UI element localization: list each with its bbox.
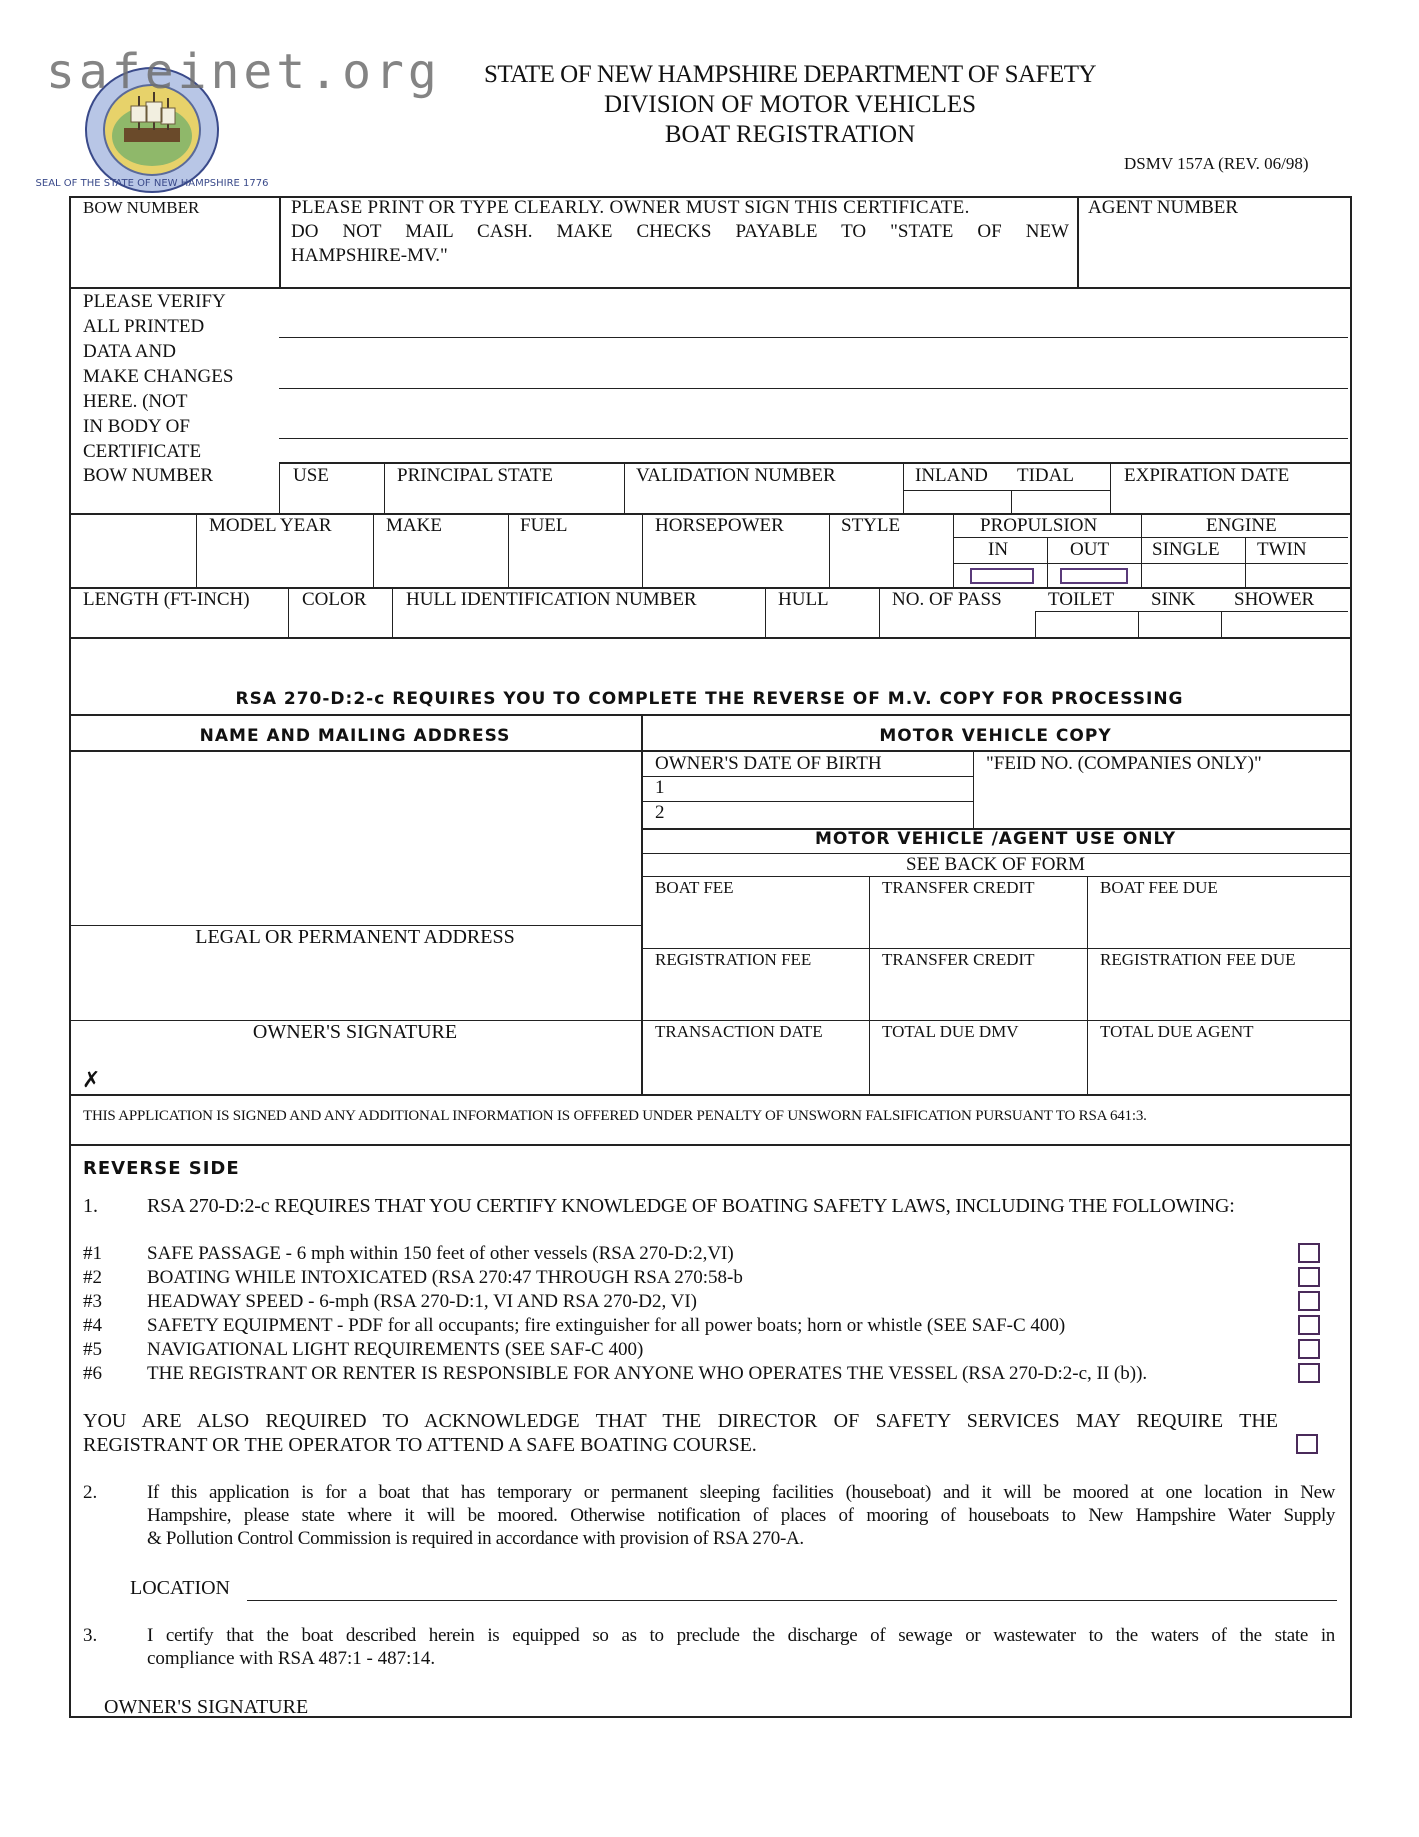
horsepower-label: HORSEPOWER: [655, 515, 784, 536]
total-due-dmv-label: TOTAL DUE DMV: [882, 1022, 1019, 1041]
hin-label: HULL IDENTIFICATION NUMBER: [406, 589, 697, 610]
transfer-credit-1-label: TRANSFER CREDIT: [882, 878, 1035, 897]
fuel-label: FUEL: [520, 515, 568, 536]
toilet-box[interactable]: [1037, 613, 1136, 635]
propulsion-in-label: IN: [988, 539, 1009, 560]
law-2-checkbox[interactable]: [1298, 1267, 1320, 1287]
law-5-checkbox[interactable]: [1298, 1339, 1320, 1359]
instructions-line-1: PLEASE PRINT OR TYPE CLEARLY. OWNER MUST SIGN THIS CERTIFICATE.: [291, 197, 970, 218]
page-title: [440, 60, 1140, 150]
shower-label: SHOWER: [1234, 589, 1315, 610]
agent-number-label: AGENT NUMBER: [1088, 197, 1239, 218]
feid-label: "FEID NO. (COMPANIES ONLY)": [986, 753, 1262, 774]
header-line-1: STATE OF NEW HAMPSHIRE DEPARTMENT OF SAFETY: [483, 61, 1097, 88]
agent-number-field[interactable]: [1080, 220, 1346, 284]
law-6-checkbox[interactable]: [1298, 1363, 1320, 1383]
engine-twin-label: TWIN: [1257, 539, 1307, 560]
inland-label: INLAND: [915, 465, 988, 486]
item-2-line-1: If this application is for a boat that has temporary or permanent sleeping facilities (houseboat) and it will be moored at one location in New: [147, 1482, 1335, 1503]
inland-checkbox[interactable]: [905, 492, 1009, 512]
correction-line-3[interactable]: [279, 438, 1348, 439]
dob-2-label[interactable]: 2: [655, 802, 665, 823]
header-line-3: BOAT REGISTRATION: [664, 121, 916, 148]
svg-text:SEAL OF THE STATE OF NEW HAMPS: SEAL OF THE STATE OF NEW HAMPSHIRE 1776: [35, 178, 269, 189]
signature-x-mark[interactable]: ✗: [82, 1068, 101, 1093]
law-1-checkbox[interactable]: [1298, 1243, 1320, 1263]
model-year-label: MODEL YEAR: [209, 515, 332, 536]
validation-number-label: VALIDATION NUMBER: [636, 465, 836, 486]
item-2-line-3: & Pollution Control Commission is required in accordance with provision of RSA 270-A.: [147, 1528, 804, 1549]
item-1-number: 1.: [83, 1195, 98, 1217]
tidal-checkbox[interactable]: [1013, 492, 1108, 512]
propulsion-label: PROPULSION: [980, 515, 1098, 536]
owner-signature-label: OWNER'S SIGNATURE: [252, 1021, 458, 1043]
name-address-field[interactable]: [72, 753, 638, 923]
shower-box[interactable]: [1223, 613, 1346, 635]
boat-fee-due-label: BOAT FEE DUE: [1100, 878, 1218, 897]
bow-number-label: BOW NUMBER: [83, 198, 200, 217]
make-label: MAKE: [386, 515, 442, 536]
registration-fee-due-label: REGISTRATION FEE DUE: [1100, 950, 1296, 969]
form-number: DSMV 157A (REV. 06/98): [1124, 154, 1309, 173]
engine-label: ENGINE: [1206, 515, 1277, 536]
engine-single-label: SINGLE: [1152, 539, 1220, 560]
item-2-number: 2.: [83, 1482, 98, 1503]
transfer-credit-2-label: TRANSFER CREDIT: [882, 950, 1035, 969]
acknowledge-line-1: YOU ARE ALSO REQUIRED TO ACKNOWLEDGE THAT THE DIRECTOR OF SAFETY SERVICES MAY REQUIRE THE: [83, 1410, 1278, 1432]
no-of-pass-label: NO. OF PASS: [892, 589, 1002, 610]
instructions-line-2: DO NOT MAIL CASH. MAKE CHECKS PAYABLE TO "STATE OF NEW: [291, 221, 1069, 242]
engine-twin-box[interactable]: [1247, 565, 1347, 585]
agent-use-heading: MOTOR VEHICLE /AGENT USE ONLY: [814, 829, 1176, 849]
item-3-line-1: I certify that the boat described herein is equipped so as to preclude the discharge of sewage or wastewater to the waters of the state in: [147, 1625, 1335, 1646]
principal-state-label: PRINCIPAL STATE: [397, 465, 553, 486]
feid-field[interactable]: [976, 778, 1346, 826]
tidal-label: TIDAL: [1017, 465, 1074, 486]
dob-1-label[interactable]: 1: [655, 777, 665, 798]
location-label: LOCATION: [130, 1577, 230, 1599]
toilet-label: TOILET: [1048, 589, 1115, 610]
watermark: safeinet.org: [46, 44, 441, 100]
law-3-checkbox[interactable]: [1298, 1291, 1320, 1311]
item-3-number: 3.: [83, 1625, 98, 1646]
propulsion-out-label: OUT: [1070, 539, 1110, 560]
item-3-line-2: compliance with RSA 487:1 - 487:14.: [147, 1648, 436, 1669]
rsa-notice: RSA 270-D:2-c REQUIRES YOU TO COMPLETE THE REVERSE OF M.V. COPY FOR PROCESSING: [235, 689, 1184, 709]
name-address-heading: NAME AND MAILING ADDRESS: [199, 726, 511, 746]
style-label: STYLE: [841, 515, 901, 536]
correction-line-1[interactable]: [279, 337, 1348, 338]
boat-fee-label: BOAT FEE: [655, 878, 734, 897]
propulsion-in-box[interactable]: [970, 568, 1034, 584]
header-line-2: DIVISION OF MOTOR VEHICLES: [603, 91, 976, 118]
acknowledge-line-2: REGISTRANT OR THE OPERATOR TO ATTEND A SAFE BOATING COURSE.: [83, 1434, 757, 1456]
hull-label: HULL: [778, 589, 829, 610]
law-4-checkbox[interactable]: [1298, 1315, 1320, 1335]
propulsion-out-box[interactable]: [1060, 568, 1128, 584]
see-back-label: SEE BACK OF FORM: [906, 854, 1085, 875]
correction-line-2[interactable]: [279, 388, 1348, 389]
dob-label: OWNER'S DATE OF BIRTH: [655, 753, 882, 774]
total-due-agent-label: TOTAL DUE AGENT: [1100, 1022, 1254, 1041]
use-label: USE: [293, 465, 329, 486]
location-field[interactable]: [247, 1600, 1337, 1601]
color-label: COLOR: [302, 589, 367, 610]
sink-box[interactable]: [1140, 613, 1219, 635]
transaction-date-label: TRANSACTION DATE: [655, 1022, 823, 1041]
reverse-owner-signature-label: OWNER'S SIGNATURE: [104, 1696, 309, 1718]
course-ack-checkbox[interactable]: [1296, 1434, 1318, 1454]
legal-address-field[interactable]: [72, 952, 638, 1018]
registration-fee-label: REGISTRATION FEE: [655, 950, 812, 969]
sink-label: SINK: [1151, 589, 1196, 610]
engine-single-box[interactable]: [1143, 565, 1243, 585]
mv-copy-heading: MOTOR VEHICLE COPY: [879, 726, 1112, 746]
length-label: LENGTH (FT-INCH): [83, 589, 250, 610]
item-1-text: RSA 270-D:2-c REQUIRES THAT YOU CERTIFY KNOWLEDGE OF BOATING SAFETY LAWS, INCLUDING THE FOLLOWING:: [147, 1195, 1235, 1217]
instructions-line-3: HAMPSHIRE-MV.": [291, 245, 448, 266]
reverse-owner-signature-field[interactable]: [330, 1694, 1340, 1712]
bow-number-2-label: BOW NUMBER: [83, 465, 214, 486]
bow-number-field[interactable]: [72, 220, 277, 284]
expiration-date-label: EXPIRATION DATE: [1124, 465, 1290, 486]
legal-address-label: LEGAL OR PERMANENT ADDRESS: [195, 926, 515, 948]
item-2-line-2: Hampshire, please state where it will be moored. Otherwise notification of places of mooring of houseboats to New Hampshire Water Supply: [147, 1505, 1335, 1526]
penalty-statement: THIS APPLICATION IS SIGNED AND ANY ADDITIONAL INFORMATION IS OFFERED UNDER PENALTY OF UNSWORN FALSIFICATION PURSUANT TO RSA 641:3.: [83, 1108, 1147, 1124]
reverse-side-title: REVERSE SIDE: [83, 1158, 240, 1179]
verify-instructions: PLEASE VERIFY ALL PRINTED DATA AND MAKE CHANGES HERE. (NOT IN BODY OF CERTIFICATE: [83, 291, 234, 462]
